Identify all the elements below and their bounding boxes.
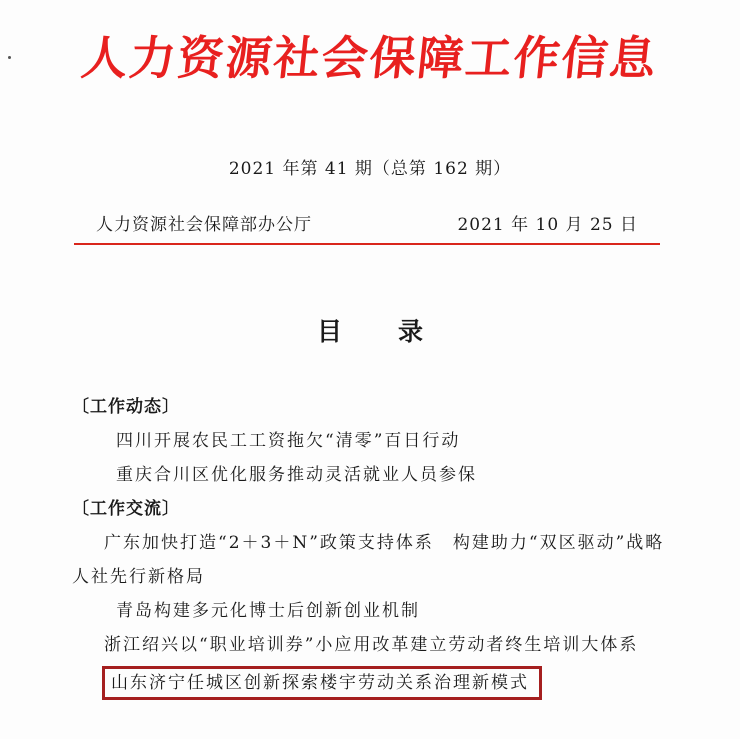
toc-entry[interactable]: 四川开展农民工工资拖欠“清零”百日行动 [116, 431, 461, 451]
masthead-title: 人力资源社会保障工作信息 [78, 31, 661, 85]
section-title-work-news: 〔工作动态〕 [72, 397, 180, 417]
issue-date: 2021 年 10 月 25 日 [457, 215, 638, 235]
toc-entry[interactable]: 青岛构建多元化博士后创新创业机制 [116, 601, 420, 621]
toc-entry[interactable]: 重庆合川区优化服务推动灵活就业人员参保 [116, 465, 477, 485]
section-title-work-exchange: 〔工作交流〕 [72, 499, 180, 519]
table-of-contents [72, 390, 672, 700]
toc-heading: 目录 [316, 317, 479, 346]
issuing-office: 人力资源社会保障部办公厅 [96, 215, 312, 235]
issuer-row [96, 210, 638, 235]
toc-entry[interactable]: 广东加快打造“2＋3＋N”政策支持体系 构建助力“双区驱动”战略人社先行新格局 [72, 533, 665, 587]
red-divider-line [74, 243, 660, 245]
toc-entry[interactable]: 浙江绍兴以“职业培训券”小应用改革建立劳动者终生培训大体系 [104, 635, 639, 655]
toc-entry-highlighted[interactable]: 山东济宁任城区创新探索楼宇劳动关系治理新模式 [102, 666, 542, 700]
issue-number: 2021 年第 41 期（总第 162 期） [228, 159, 512, 179]
